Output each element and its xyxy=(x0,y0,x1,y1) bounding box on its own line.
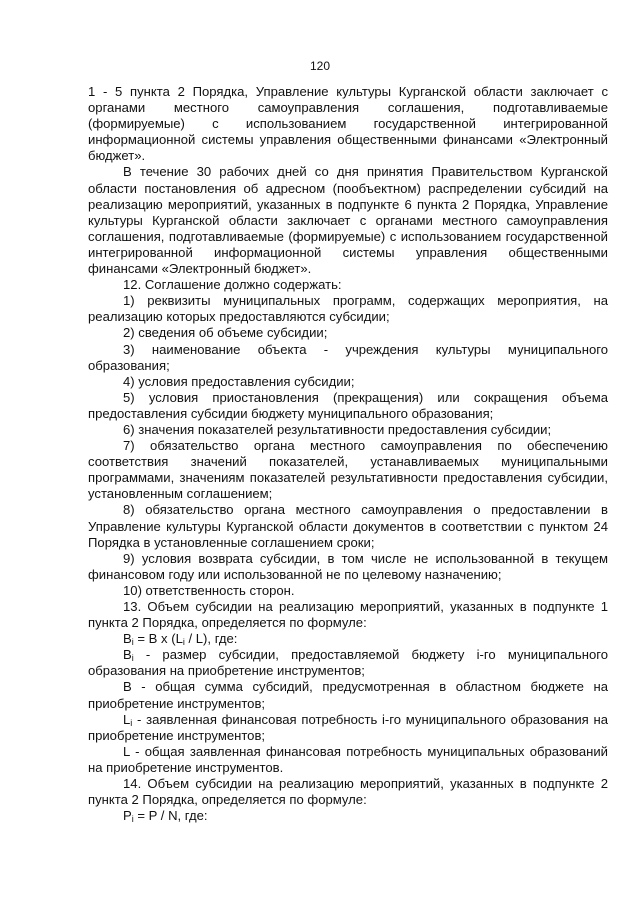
paragraph: 10) ответственность сторон. xyxy=(123,582,295,598)
paragraph: 12. Соглашение должно содержать: xyxy=(123,277,342,293)
paragraph: $B_i = B$ x $(L_i / L)$, где: xyxy=(123,631,238,648)
paragraph: $P_i = P / N$, где: xyxy=(123,808,208,825)
paragraph: В течение 30 рабочих дней со дня принятия Правительством Курганской области постановления об адресном (пообъектном) распределении субсидий на реализацию мероприятий, указанных в подпункте 6 пункта 2 Порядка, Управление культуры Курганской области заключает с органами местного самоуправления соглашения, подготавливаемые (формируемые) с использованием государственной интегрированной информационной системы управления общественными финансами «Электронный бюджет». xyxy=(88,164,608,277)
paragraph: 2) сведения об объеме субсидии; xyxy=(123,325,328,341)
document-body xyxy=(88,84,608,824)
paragraph: $L_i$ - заявленная финансовая потребность i-го муниципального образования на приобретение инструментов; xyxy=(88,711,608,743)
paragraph: 4) условия предоставления субсидии; xyxy=(123,373,355,389)
paragraph: 1) реквизиты муниципальных программ, содержащих мероприятия, на реализацию которых предоставляются субсидии; xyxy=(88,293,608,325)
paragraph: 9) условия возврата субсидии, в том числе не использованной в текущем финансовом году или использованной не по целевому назначению; xyxy=(88,550,608,582)
paragraph: 8) обязательство органа местного самоуправления о предоставлении в Управление культуры Курганской области документов в соответствии с пунктом 24 Порядка в установленные соглашением сроки; xyxy=(88,502,608,550)
page-number: 120 xyxy=(309,59,331,73)
paragraph: L - общая заявленная финансовая потребность муниципальных образований на приобретение инструментов. xyxy=(88,743,608,775)
paragraph: $B_i$ - размер субсидии, предоставляемой бюджету i-го муниципального образования на приобретение инструментов; xyxy=(88,647,608,679)
paragraph: 13. Объем субсидии на реализацию мероприятий, указанных в подпункте 1 пункта 2 Порядка, определяется по формуле: xyxy=(88,599,608,631)
paragraph: 3) наименование объекта - учреждения культуры муниципального образования; xyxy=(88,341,608,373)
paragraph: 14. Объем субсидии на реализацию мероприятий, указанных в подпункте 2 пункта 2 Порядка, определяется по формуле: xyxy=(88,776,608,808)
paragraph: 6) значения показателей результативности предоставления субсидии; xyxy=(123,421,552,437)
paragraph: B - общая сумма субсидий, предусмотренная в областном бюджете на приобретение инструментов; xyxy=(88,679,608,711)
paragraph: 1 - 5 пункта 2 Порядка, Управление культуры Курганской области заключает с органами местного самоуправления соглашения, подготавливаемые (формируемые) с использованием государственной интегрированной информационной системы управления общественными финансами «Электронный бюджет». xyxy=(88,84,608,164)
paragraph: 7) обязательство органа местного самоуправления по обеспечению соответствия значений показателей, устанавливаемых муниципальными программами, значениям показателей результативности предоставления субсидии, установленным соглашением; xyxy=(88,438,608,502)
paragraph: 5) условия приостановления (прекращения) или сокращения объема предоставления субсидии бюджету муниципального образования; xyxy=(88,389,608,421)
